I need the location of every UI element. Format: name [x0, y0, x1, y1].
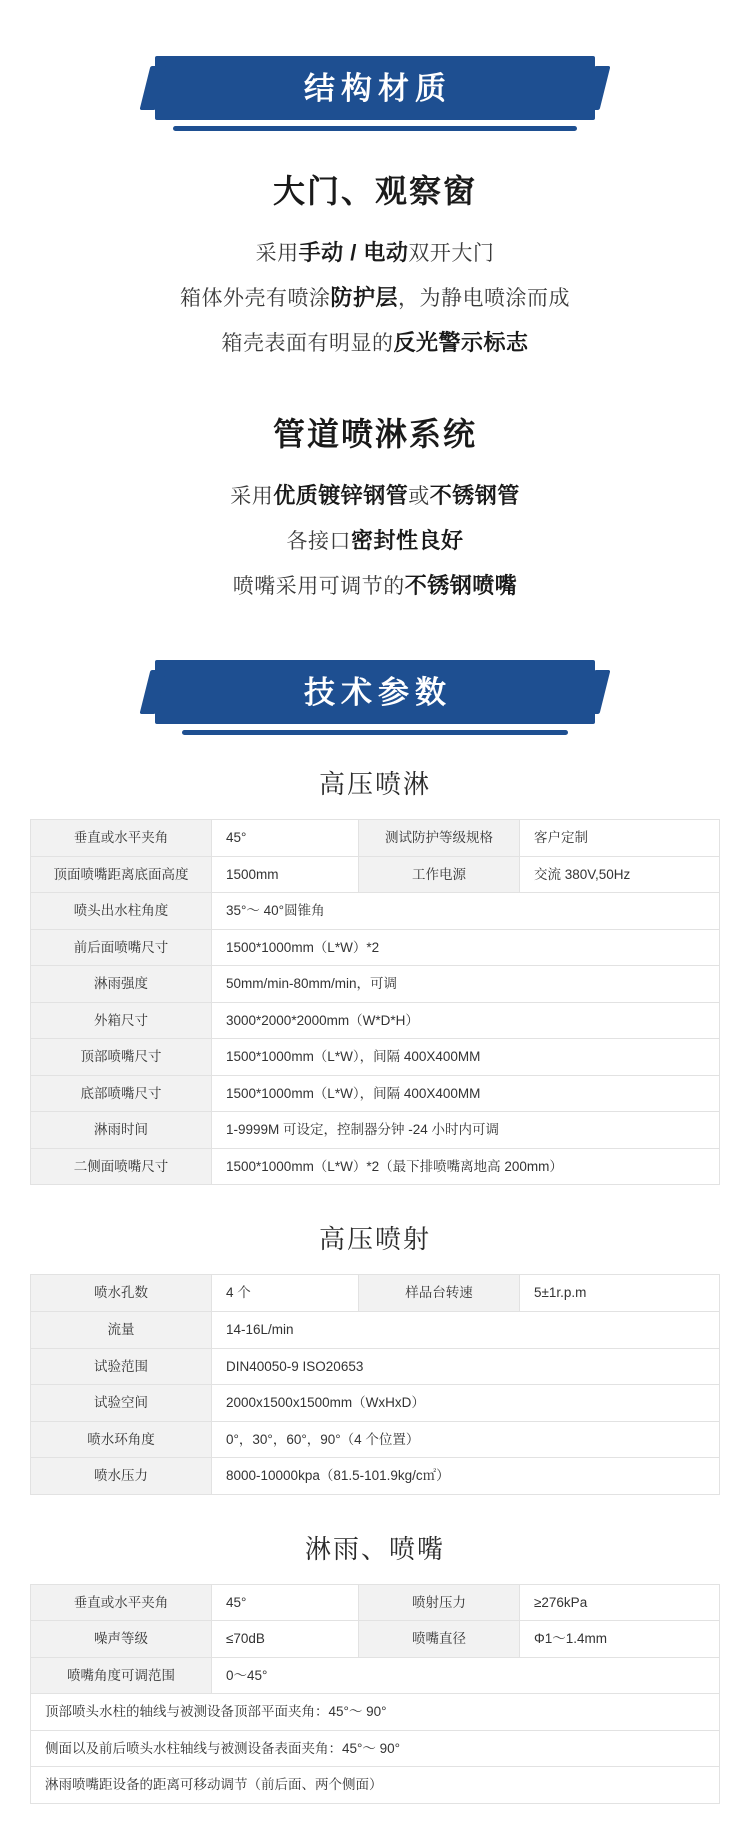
spec-table-2 — [30, 1274, 720, 1494]
row-value: 8000-10000kpa（81.5-101.9kg/c㎡） — [212, 1458, 720, 1495]
line-mid: 或 — [408, 485, 430, 508]
section-doors-line-2 — [0, 281, 750, 312]
row-value: 1500mm — [212, 856, 359, 893]
line-mid: 双开大门 — [408, 242, 495, 265]
row-value: 0°，30°，60°，90°（4 个位置） — [212, 1421, 720, 1458]
row-value: 1-9999M 可设定，控制器分钟 -24 小时内可调 — [212, 1112, 720, 1149]
section-pipes-line-3 — [0, 569, 750, 600]
row-label: 喷水环角度 — [31, 1421, 212, 1458]
table-row-note — [31, 1767, 720, 1804]
row-value-2: 交流 380V,50Hz — [520, 856, 720, 893]
row-value: DIN40050-9 ISO20653 — [212, 1348, 720, 1385]
row-value: 3000*2000*2000mm（W*D*H） — [212, 1002, 720, 1039]
banner-shape — [155, 56, 595, 120]
line-emphasis: 不锈钢喷嘴 — [404, 573, 518, 598]
table-row-note — [31, 1694, 720, 1731]
table-row — [31, 1112, 720, 1149]
row-value: 1500*1000mm（L*W）*2（最下排喷嘴离地高 200mm） — [212, 1148, 720, 1185]
line-emphasis-1: 优质镀锌钢管 — [273, 483, 409, 508]
table-row — [31, 1348, 720, 1385]
table-row — [31, 1002, 720, 1039]
section-banner-specs — [0, 660, 750, 724]
banner-title: 结构材质 — [304, 70, 452, 106]
row-value: 1500*1000mm（L*W）*2 — [212, 929, 720, 966]
section-pipes-line-2 — [0, 524, 750, 555]
row-value: 45° — [212, 1584, 359, 1621]
line-mid: ，为静电喷涂而成 — [398, 287, 570, 310]
row-label: 噪声等级 — [31, 1621, 212, 1658]
row-note: 淋雨喷嘴距设备的距离可移动调节（前后面、两个侧面） — [31, 1767, 720, 1804]
row-note: 侧面以及前后喷头水柱轴线与被测设备表面夹角：45°～ 90° — [31, 1730, 720, 1767]
line-pre: 箱体外壳有喷涂 — [179, 287, 331, 310]
line-emphasis: 密封性良好 — [350, 528, 464, 553]
table-row — [31, 1312, 720, 1349]
section-doors-line-3 — [0, 326, 750, 357]
table-row — [31, 1421, 720, 1458]
row-value: 4 个 — [212, 1275, 359, 1312]
section-banner-structure — [0, 0, 750, 120]
spec-table-title-2: 高压喷射 — [318, 1224, 431, 1255]
row-value: 2000x1500x1500mm（WxHxD） — [212, 1385, 720, 1422]
section-pipes-heading: 管道喷淋系统 — [272, 416, 477, 452]
row-label: 喷水压力 — [31, 1458, 212, 1495]
line-pre: 各接口 — [286, 530, 351, 553]
spec-table-3 — [30, 1584, 720, 1804]
line-pre: 采用 — [255, 242, 299, 265]
table-row — [31, 820, 720, 857]
section-doors-heading: 大门、观察窗 — [272, 173, 477, 209]
row-label: 喷水孔数 — [31, 1275, 212, 1312]
row-label-2: 测试防护等级规格 — [359, 820, 520, 857]
row-label-2: 喷嘴直径 — [359, 1621, 520, 1658]
spec-table-title-3: 淋雨、喷嘴 — [304, 1533, 445, 1564]
table-row — [31, 1621, 720, 1658]
row-value: 50mm/min-80mm/min，可调 — [212, 966, 720, 1003]
table-row — [31, 1458, 720, 1495]
row-label: 垂直或水平夹角 — [31, 1584, 212, 1621]
section-pipes — [0, 409, 750, 600]
row-note: 顶部喷头水柱的轴线与被测设备顶部平面夹角：45°～ 90° — [31, 1694, 720, 1731]
section-doors — [0, 166, 750, 357]
row-label: 垂直或水平夹角 — [31, 820, 212, 857]
row-label: 淋雨时间 — [31, 1112, 212, 1149]
row-value: 35°～ 40°圆锥角 — [212, 893, 720, 930]
section-doors-line-1 — [0, 236, 750, 267]
line-emphasis: 反光警示标志 — [393, 330, 529, 355]
table-row — [31, 1148, 720, 1185]
table-row — [31, 1584, 720, 1621]
table-row — [31, 1039, 720, 1076]
row-value-2: 客户定制 — [520, 820, 720, 857]
line-pre: 采用 — [230, 485, 274, 508]
row-label-2: 工作电源 — [359, 856, 520, 893]
row-value-2: ≥276kPa — [520, 1584, 720, 1621]
table-row — [31, 1275, 720, 1312]
table-row — [31, 893, 720, 930]
row-label: 底部喷嘴尺寸 — [31, 1075, 212, 1112]
row-label: 外箱尺寸 — [31, 1002, 212, 1039]
row-label: 流量 — [31, 1312, 212, 1349]
row-label: 顶面喷嘴距离底面高度 — [31, 856, 212, 893]
row-value: 0～45° — [212, 1657, 720, 1694]
row-label-2: 样品台转速 — [359, 1275, 520, 1312]
row-label: 喷嘴角度可调范围 — [31, 1657, 212, 1694]
table-row — [31, 1385, 720, 1422]
banner-underline — [173, 126, 577, 131]
row-label: 试验范围 — [31, 1348, 212, 1385]
banner-underline — [182, 730, 568, 735]
row-label: 顶部喷嘴尺寸 — [31, 1039, 212, 1076]
row-value: 1500*1000mm（L*W），间隔 400X400MM — [212, 1039, 720, 1076]
table-row — [31, 966, 720, 1003]
line-emphasis: 防护层 — [330, 285, 398, 310]
section-pipes-line-1 — [0, 479, 750, 510]
line-emphasis: 手动 / 电动 — [298, 240, 409, 265]
table-row — [31, 1075, 720, 1112]
table-row — [31, 1657, 720, 1694]
row-value-2: 5±1r.p.m — [520, 1275, 720, 1312]
row-label: 淋雨强度 — [31, 966, 212, 1003]
row-value: ≤70dB — [212, 1621, 359, 1658]
row-value: 14-16L/min — [212, 1312, 720, 1349]
banner-title: 技术参数 — [304, 674, 452, 710]
table-row — [31, 856, 720, 893]
row-label-2: 喷射压力 — [359, 1584, 520, 1621]
banner-shape — [155, 660, 595, 724]
spec-table-title-1: 高压喷淋 — [318, 769, 431, 799]
row-value-2: Φ1～1.4mm — [520, 1621, 720, 1658]
row-label: 喷头出水柱角度 — [31, 893, 212, 930]
row-label: 试验空间 — [31, 1385, 212, 1422]
line-emphasis-2: 不锈钢管 — [429, 483, 520, 508]
row-label: 前后面喷嘴尺寸 — [31, 929, 212, 966]
row-label: 二侧面喷嘴尺寸 — [31, 1148, 212, 1185]
row-value: 1500*1000mm（L*W），间隔 400X400MM — [212, 1075, 720, 1112]
table-row — [31, 929, 720, 966]
spec-table-1 — [30, 819, 720, 1185]
line-pre: 喷嘴采用可调节的 — [232, 575, 405, 598]
table-row-note — [31, 1730, 720, 1767]
line-pre: 箱壳表面有明显的 — [221, 332, 394, 355]
row-value: 45° — [212, 820, 359, 857]
